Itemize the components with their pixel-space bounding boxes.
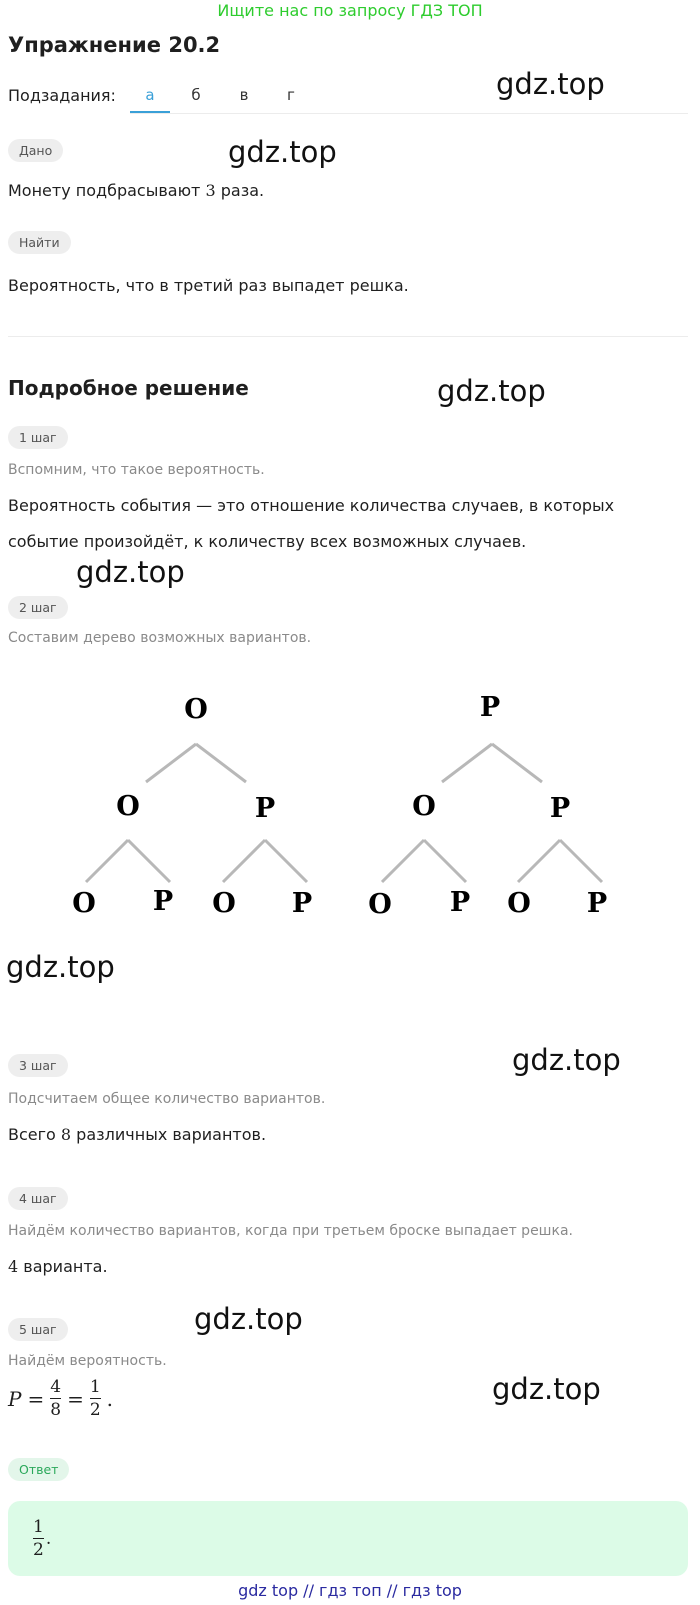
search-banner: Ищите нас по запросу ГДЗ ТОП <box>217 1 483 20</box>
tree-node-level2: P <box>254 793 276 824</box>
tree-node-root-1: O <box>184 694 208 725</box>
step-4-number: 4 <box>8 1257 19 1276</box>
given-text-start: Монету подбрасывают <box>8 181 206 200</box>
formula-variable: P <box>8 1386 22 1411</box>
find-text: Вероятность, что в третий раз выпадет решка. <box>8 276 409 295</box>
tab-g[interactable]: г <box>287 86 295 104</box>
step-1-line-2: событие произойдёт, к количеству всех возможных случаев. <box>8 532 527 551</box>
fraction-bar <box>90 1398 101 1399</box>
tree-node-level2: O <box>412 791 436 822</box>
formula-equals: = <box>67 1386 84 1411</box>
watermark: gdz.top <box>228 135 337 169</box>
step-2-chip: 2 шаг <box>8 596 68 619</box>
formula-period: . <box>106 1386 114 1411</box>
tree-leaf: P <box>586 888 608 919</box>
step-3-text-end: различных вариантов. <box>71 1125 267 1144</box>
step-3-text <box>8 1124 266 1146</box>
fraction-bar <box>33 1538 44 1539</box>
fraction-denominator: 2 <box>89 1400 101 1420</box>
tree-branch <box>265 840 307 882</box>
step-1-line-1: Вероятность события — это отношение количества случаев, в которых <box>8 496 615 515</box>
step-3-chip: 3 шаг <box>8 1054 68 1077</box>
tree-branch <box>382 840 424 882</box>
watermark: gdz.top <box>492 1372 601 1406</box>
tree-branch <box>424 840 466 882</box>
step-3-hint: Подсчитаем общее количество вариантов. <box>8 1091 326 1107</box>
tree-leaf: P <box>291 888 313 919</box>
watermark: gdz.top <box>512 1043 621 1077</box>
step-1-chip: 1 шаг <box>8 426 68 449</box>
step-2-hint: Составим дерево возможных вариантов. <box>8 630 312 646</box>
tree-branch <box>86 840 128 882</box>
tree-branch <box>196 744 246 782</box>
watermark: gdz.top <box>194 1302 303 1336</box>
watermark: gdz.top <box>496 67 605 101</box>
tabs-divider <box>130 113 688 114</box>
answer-chip: Ответ <box>8 1458 69 1481</box>
fraction-4-8 <box>50 1378 61 1419</box>
tree-leaf: P <box>152 886 174 917</box>
tree-branches <box>86 744 602 882</box>
tree-node-level2: P <box>549 793 571 824</box>
step-5-hint: Найдём вероятность. <box>8 1353 167 1369</box>
tree-node-root-2: P <box>479 692 501 723</box>
find-chip: Найти <box>8 231 71 254</box>
tree-branch <box>146 744 196 782</box>
step-1-hint: Вспомним, что такое вероятность. <box>8 462 265 478</box>
probability-formula <box>8 1378 113 1419</box>
subtasks-label: Подзадания: <box>8 86 116 105</box>
answer-fraction <box>33 1518 44 1559</box>
tree-branch <box>442 744 492 782</box>
step-3-number: 8 <box>60 1125 72 1144</box>
tree-branch <box>518 840 560 882</box>
tab-v[interactable]: в <box>239 86 249 104</box>
solution-title: Подробное решение <box>8 376 249 400</box>
tree-leaf: P <box>449 887 471 918</box>
answer-numerator: 1 <box>33 1517 44 1537</box>
step-4-text-end: варианта. <box>18 1257 108 1276</box>
tree-branch <box>128 840 170 882</box>
fraction-numerator: 1 <box>89 1377 101 1397</box>
fraction-numerator: 4 <box>50 1377 62 1397</box>
answer-box <box>8 1501 688 1576</box>
tree-branch <box>492 744 542 782</box>
active-tab-indicator <box>130 111 170 113</box>
tree-leaf: O <box>212 888 236 919</box>
fraction-denominator: 8 <box>50 1400 62 1420</box>
tab-b[interactable]: б <box>191 86 201 104</box>
probability-tree <box>0 690 700 940</box>
tree-node-level2: O <box>116 791 140 822</box>
watermark: gdz.top <box>6 950 115 984</box>
tab-a[interactable]: а <box>145 86 155 104</box>
fraction-bar <box>50 1398 61 1399</box>
step-3-text-start: Всего <box>8 1125 61 1144</box>
answer-denominator: 2 <box>33 1540 44 1560</box>
given-text-end: раза. <box>215 181 265 200</box>
watermark: gdz.top <box>437 374 546 408</box>
answer-value <box>33 1518 51 1559</box>
page-title: Упражнение 20.2 <box>8 33 221 57</box>
step-4-chip: 4 шаг <box>8 1187 68 1210</box>
step-4-text <box>8 1256 108 1278</box>
given-chip: Дано <box>8 139 63 162</box>
watermark: gdz.top <box>76 555 185 589</box>
tree-leaf: O <box>507 888 531 919</box>
step-5-chip: 5 шаг <box>8 1318 68 1341</box>
given-number: 3 <box>205 181 216 200</box>
footer-links[interactable]: gdz top // гдз топ // гдз top <box>238 1581 462 1600</box>
given-text <box>8 180 264 202</box>
step-4-hint: Найдём количество вариантов, когда при третьем броске выпадает решка. <box>8 1223 573 1239</box>
tree-leaf: O <box>72 888 96 919</box>
section-divider <box>8 336 688 337</box>
tree-leaf: O <box>368 889 392 920</box>
formula-equals: = <box>27 1386 45 1411</box>
tree-branch <box>560 840 602 882</box>
fraction-1-2 <box>90 1378 101 1419</box>
tree-branch <box>223 840 265 882</box>
answer-period: . <box>45 1528 52 1549</box>
